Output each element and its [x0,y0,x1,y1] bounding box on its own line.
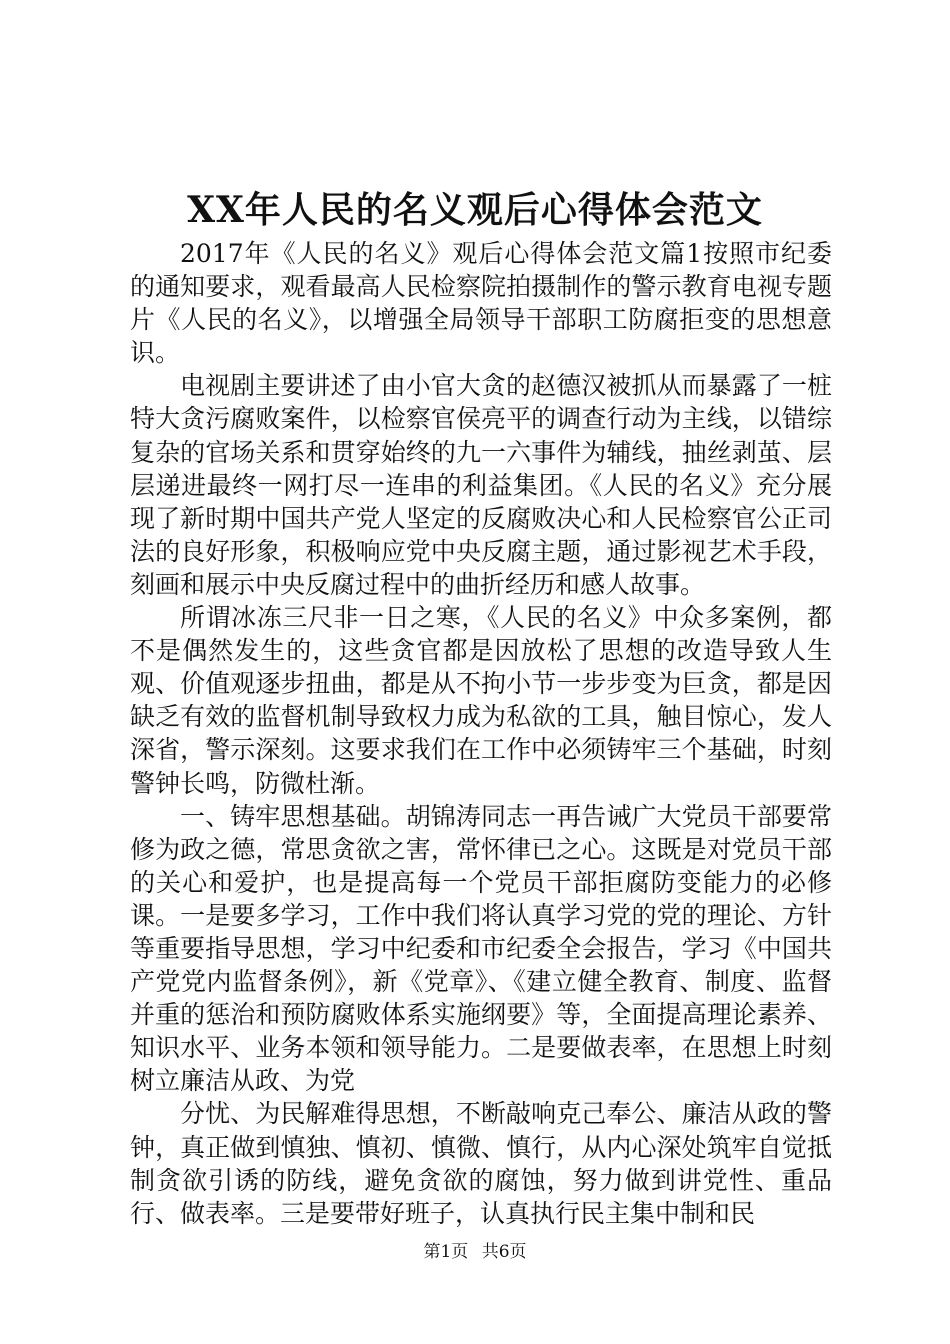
paragraph-4: 一、铸牢思想基础。胡锦涛同志一再告诫广大党员干部要常修为政之德，常思贪欲之害，常怀律已之心。这既是对党员干部的关心和爱护，也是提高每一个党员干部拒腐防变能力的必修课。一是要多学习，工作中我们将认真学习党的党的理论、方针等重要指导思想，学习中纪委和市纪委全会报告，学习《中国共产党党内监督条例》，新《党章》、《建立健全教育、制度、监督并重的惩治和预防腐败体系实施纲要》等，全面提高理论素养、知识水平、业务本领和领导能力。二是要做表率，在思想上时刻树立廉洁从政、为党 [130,801,832,1096]
paragraph-5: 分忧、为民解难得思想，不断敲响克己奉公、廉洁从政的警钟，真正做到慎独、慎初、慎微、慎行，从内心深处筑牢自觉抵制贪欲引诱的防线，避免贪欲的腐蚀，努力做到讲党性、重品行、做表率。三是要带好班子，认真执行民主集中制和民 [130,1099,832,1228]
document-body [130,237,832,1230]
paragraph-1: 2017年《人民的名义》观后心得体会范文篇1按照市纪委的通知要求，观看最高人民检察院拍摄制作的警示教育电视专题片《人民的名义》，以增强全局领导干部职工防腐拒变的思想意识。 [130,239,832,368]
page-number: 第1页 [423,1242,469,1262]
paragraph-2: 电视剧主要讲述了由小官大贪的赵德汉被抓从而暴露了一桩特大贪污腐败案件，以检察官侯亮平的调查行动为主线，以错综复杂的官场关系和贯穿始终的九一六事件为辅线，抽丝剥茧、层层递进最终一网打尽一连串的利益集团。《人民的名义》充分展现了新时期中国共产党人坚定的反腐败决心和人民检察官公正司法的良好形象，积极响应党中央反腐主题，通过影视艺术手段，刻画和展示中央反腐过程中的曲折经历和感人故事。 [130,371,832,599]
page-title: XX年人民的名义观后心得体会范文 [187,189,763,231]
paragraph-3: 所谓冰冻三尺非一日之寒，《人民的名义》中众多案例，都不是偶然发生的，这些贪官都是因放松了思想的改造导致人生观、价值观逐步扭曲，都是从不拘小节一步步变为巨贪，都是因缺乏有效的监督机制导致权力成为私欲的工具，触目惊心，发人深省，警示深刻。这要求我们在工作中必须铸牢三个基础，时刻警钟长鸣，防微杜渐。 [130,603,832,798]
page-footer [0,1240,950,1264]
page-total: 共6页 [481,1242,527,1262]
